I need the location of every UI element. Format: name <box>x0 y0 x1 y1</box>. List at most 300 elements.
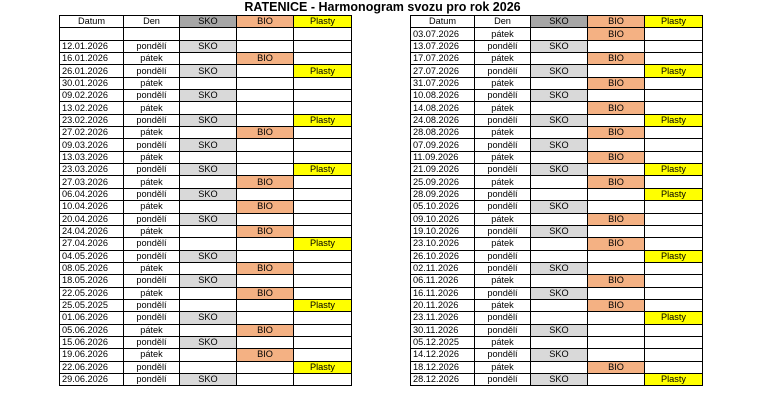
sko-cell: SKO <box>531 90 588 102</box>
day-cell: pátek <box>124 127 180 139</box>
date-cell: 27.04.2026 <box>60 238 124 250</box>
bio-cell <box>237 114 294 126</box>
plasty-cell <box>294 312 352 324</box>
plasty-cell <box>645 127 703 139</box>
sko-cell <box>180 238 237 250</box>
table-row <box>411 28 703 40</box>
table-row <box>60 324 352 336</box>
plasty-cell: Plasty <box>645 250 703 262</box>
page-title: RATENICE - Harmonogram svozu pro rok 2026 <box>244 0 521 14</box>
bio-cell <box>588 324 645 336</box>
bio-cell <box>237 139 294 151</box>
day-cell: pátek <box>475 151 531 163</box>
date-cell: 18.05.2026 <box>60 275 124 287</box>
date-cell: 30.01.2026 <box>60 77 124 89</box>
sko-cell: SKO <box>531 349 588 361</box>
day-cell: pondělí <box>124 90 180 102</box>
plasty-cell <box>294 151 352 163</box>
plasty-cell <box>294 225 352 237</box>
table-row <box>411 361 703 373</box>
day-cell: pondělí <box>124 373 180 385</box>
plasty-cell <box>645 262 703 274</box>
header-den: Den <box>475 16 531 28</box>
date-cell: 22.06.2026 <box>60 361 124 373</box>
day-cell: pondělí <box>475 201 531 213</box>
day-cell: pátek <box>124 262 180 274</box>
sko-cell <box>180 28 237 40</box>
table-row <box>60 373 352 385</box>
day-cell: pátek <box>475 299 531 311</box>
date-cell: 27.03.2026 <box>60 176 124 188</box>
bio-cell <box>237 40 294 52</box>
date-cell: 23.10.2026 <box>411 238 475 250</box>
sko-cell: SKO <box>180 139 237 151</box>
sko-cell: SKO <box>531 40 588 52</box>
sko-cell <box>180 299 237 311</box>
table-row <box>411 349 703 361</box>
date-cell: 26.10.2026 <box>411 250 475 262</box>
table-row <box>60 127 352 139</box>
bio-cell: BIO <box>237 287 294 299</box>
date-cell: 24.04.2026 <box>60 225 124 237</box>
table-row <box>60 114 352 126</box>
sko-cell: SKO <box>180 90 237 102</box>
header-sko: SKO <box>180 16 237 28</box>
sko-cell: SKO <box>531 114 588 126</box>
date-cell: 13.03.2026 <box>60 151 124 163</box>
sko-cell: SKO <box>531 164 588 176</box>
date-cell: 31.07.2026 <box>411 77 475 89</box>
date-cell: 14.12.2026 <box>411 349 475 361</box>
sko-cell: SKO <box>531 65 588 77</box>
table-row <box>60 77 352 89</box>
bio-cell: BIO <box>588 53 645 65</box>
plasty-cell <box>294 77 352 89</box>
table-row <box>60 102 352 114</box>
day-cell: pátek <box>124 349 180 361</box>
plasty-cell <box>294 201 352 213</box>
plasty-cell <box>645 238 703 250</box>
header-den: Den <box>124 16 180 28</box>
date-cell: 13.02.2026 <box>60 102 124 114</box>
date-cell: 10.04.2026 <box>60 201 124 213</box>
bio-cell <box>237 238 294 250</box>
sko-cell: SKO <box>180 65 237 77</box>
table-row <box>411 324 703 336</box>
bio-cell: BIO <box>588 238 645 250</box>
day-cell: pondělí <box>124 213 180 225</box>
header-datum: Datum <box>60 16 124 28</box>
plasty-cell <box>645 324 703 336</box>
sko-cell: SKO <box>180 250 237 262</box>
day-cell: pondělí <box>124 275 180 287</box>
sko-cell: SKO <box>531 324 588 336</box>
bio-cell <box>588 262 645 274</box>
table-row <box>411 299 703 311</box>
bio-cell <box>588 373 645 385</box>
table-row <box>60 65 352 77</box>
table-row <box>411 373 703 385</box>
sko-cell: SKO <box>531 262 588 274</box>
date-cell: 02.11.2026 <box>411 262 475 274</box>
day-cell: pondělí <box>124 114 180 126</box>
sko-cell <box>180 53 237 65</box>
bio-cell <box>237 188 294 200</box>
sko-cell <box>531 127 588 139</box>
date-cell: 17.07.2026 <box>411 53 475 65</box>
table-row <box>60 336 352 348</box>
table-row <box>411 176 703 188</box>
day-cell: pondělí <box>124 65 180 77</box>
plasty-cell <box>645 139 703 151</box>
day-cell: pátek <box>124 77 180 89</box>
date-cell: 20.11.2026 <box>411 299 475 311</box>
date-cell: 15.06.2026 <box>60 336 124 348</box>
day-cell: pátek <box>124 201 180 213</box>
table-header-row <box>411 16 703 28</box>
day-cell: pondělí <box>475 90 531 102</box>
table-row <box>411 164 703 176</box>
plasty-cell <box>645 28 703 40</box>
day-cell: pondělí <box>124 250 180 262</box>
bio-cell <box>237 275 294 287</box>
bio-cell <box>588 312 645 324</box>
sko-cell: SKO <box>180 312 237 324</box>
sko-cell: SKO <box>531 287 588 299</box>
table-row <box>60 361 352 373</box>
table-row <box>411 238 703 250</box>
plasty-cell <box>294 250 352 262</box>
table-row <box>411 312 703 324</box>
plasty-cell <box>294 262 352 274</box>
plasty-cell <box>294 373 352 385</box>
bio-cell <box>588 188 645 200</box>
bio-cell <box>237 361 294 373</box>
bio-cell: BIO <box>237 127 294 139</box>
sko-cell <box>180 127 237 139</box>
plasty-cell <box>294 40 352 52</box>
plasty-cell: Plasty <box>645 373 703 385</box>
table-row <box>60 90 352 102</box>
date-cell: 21.09.2026 <box>411 164 475 176</box>
date-cell: 29.06.2026 <box>60 373 124 385</box>
date-cell: 11.09.2026 <box>411 151 475 163</box>
sko-cell <box>531 188 588 200</box>
day-cell: pondělí <box>475 373 531 385</box>
sko-cell <box>180 201 237 213</box>
plasty-cell <box>294 139 352 151</box>
table-row <box>411 262 703 274</box>
plasty-cell: Plasty <box>645 164 703 176</box>
date-cell: 30.11.2026 <box>411 324 475 336</box>
plasty-cell <box>294 349 352 361</box>
plasty-cell <box>294 176 352 188</box>
sko-cell <box>531 336 588 348</box>
plasty-cell <box>294 275 352 287</box>
day-cell: pátek <box>475 336 531 348</box>
sko-cell <box>531 312 588 324</box>
sko-cell <box>531 53 588 65</box>
table-row <box>60 287 352 299</box>
date-cell: 23.11.2026 <box>411 312 475 324</box>
day-cell: pátek <box>475 102 531 114</box>
date-cell: 05.10.2026 <box>411 201 475 213</box>
table-row <box>60 275 352 287</box>
table-row <box>60 28 352 40</box>
table-row <box>411 201 703 213</box>
date-cell: 09.10.2026 <box>411 213 475 225</box>
bio-cell <box>237 336 294 348</box>
plasty-cell <box>645 53 703 65</box>
sko-cell: SKO <box>180 336 237 348</box>
day-cell: pondělí <box>475 188 531 200</box>
table-row <box>411 90 703 102</box>
bio-cell: BIO <box>588 127 645 139</box>
day-cell: pátek <box>124 53 180 65</box>
bio-cell: BIO <box>237 201 294 213</box>
day-cell: pátek <box>124 225 180 237</box>
bio-cell: BIO <box>588 102 645 114</box>
table-row <box>60 312 352 324</box>
table-row <box>60 40 352 52</box>
sko-cell <box>531 176 588 188</box>
table-row <box>60 53 352 65</box>
bio-cell <box>588 164 645 176</box>
plasty-cell <box>294 287 352 299</box>
plasty-cell <box>294 102 352 114</box>
bio-cell <box>588 225 645 237</box>
day-cell: pátek <box>475 53 531 65</box>
bio-cell <box>588 336 645 348</box>
sko-cell <box>531 299 588 311</box>
bio-cell: BIO <box>588 213 645 225</box>
day-cell: pondělí <box>475 262 531 274</box>
bio-cell <box>237 77 294 89</box>
plasty-cell <box>645 77 703 89</box>
bio-cell <box>588 287 645 299</box>
bio-cell: BIO <box>588 275 645 287</box>
header-bio: BIO <box>588 16 645 28</box>
plasty-cell <box>294 28 352 40</box>
table-row <box>60 139 352 151</box>
header-bio: BIO <box>237 16 294 28</box>
date-cell: 09.02.2026 <box>60 90 124 102</box>
plasty-cell <box>645 201 703 213</box>
header-datum: Datum <box>411 16 475 28</box>
plasty-cell: Plasty <box>645 188 703 200</box>
date-cell: 05.12.2025 <box>411 336 475 348</box>
plasty-cell: Plasty <box>294 114 352 126</box>
date-cell: 06.04.2026 <box>60 188 124 200</box>
day-cell: pátek <box>475 176 531 188</box>
plasty-cell: Plasty <box>294 299 352 311</box>
sko-cell <box>531 275 588 287</box>
plasty-cell <box>645 336 703 348</box>
bio-cell: BIO <box>237 262 294 274</box>
sko-cell <box>531 28 588 40</box>
sko-cell <box>180 77 237 89</box>
table-row <box>411 77 703 89</box>
sko-cell <box>180 102 237 114</box>
table-row <box>411 102 703 114</box>
table-row <box>60 225 352 237</box>
table-row <box>411 225 703 237</box>
date-cell: 23.03.2026 <box>60 164 124 176</box>
bio-cell <box>237 151 294 163</box>
sko-cell <box>180 324 237 336</box>
bio-cell <box>588 65 645 77</box>
table-row <box>411 40 703 52</box>
sko-cell: SKO <box>180 164 237 176</box>
day-cell: pátek <box>124 151 180 163</box>
bio-cell <box>237 102 294 114</box>
plasty-cell <box>294 188 352 200</box>
day-cell: pátek <box>475 213 531 225</box>
date-cell: 14.08.2026 <box>411 102 475 114</box>
plasty-cell: Plasty <box>294 164 352 176</box>
day-cell: pondělí <box>475 287 531 299</box>
table-row <box>60 262 352 274</box>
date-cell: 25.05.2025 <box>60 299 124 311</box>
table-header-row <box>60 16 352 28</box>
date-cell: 25.09.2026 <box>411 176 475 188</box>
date-cell: 16.01.2026 <box>60 53 124 65</box>
sko-cell <box>531 361 588 373</box>
bio-cell <box>588 201 645 213</box>
plasty-cell <box>645 90 703 102</box>
bio-cell <box>237 299 294 311</box>
date-cell: 18.12.2026 <box>411 361 475 373</box>
sko-cell: SKO <box>180 213 237 225</box>
header-plasty: Plasty <box>645 16 703 28</box>
bio-cell <box>237 28 294 40</box>
day-cell: pondělí <box>475 349 531 361</box>
day-cell: pondělí <box>475 139 531 151</box>
table-row <box>411 127 703 139</box>
sko-cell: SKO <box>180 114 237 126</box>
table-row <box>411 53 703 65</box>
table-row <box>60 164 352 176</box>
date-cell: 19.06.2026 <box>60 349 124 361</box>
plasty-cell <box>645 102 703 114</box>
table-row <box>411 151 703 163</box>
bio-cell: BIO <box>237 225 294 237</box>
plasty-cell: Plasty <box>645 65 703 77</box>
bio-cell: BIO <box>237 324 294 336</box>
sko-cell <box>180 176 237 188</box>
date-cell: 10.08.2026 <box>411 90 475 102</box>
bio-cell <box>588 139 645 151</box>
date-cell: 22.05.2026 <box>60 287 124 299</box>
day-cell: pátek <box>475 361 531 373</box>
plasty-cell <box>645 287 703 299</box>
day-cell: pondělí <box>475 250 531 262</box>
plasty-cell <box>645 361 703 373</box>
date-cell: 07.09.2026 <box>411 139 475 151</box>
plasty-cell <box>294 336 352 348</box>
sko-cell: SKO <box>180 40 237 52</box>
day-cell: pátek <box>475 28 531 40</box>
sko-cell: SKO <box>531 225 588 237</box>
schedule-table-right <box>410 15 703 386</box>
date-cell <box>60 28 124 40</box>
sko-cell: SKO <box>180 275 237 287</box>
day-cell: pátek <box>475 238 531 250</box>
day-cell <box>124 28 180 40</box>
bio-cell <box>237 213 294 225</box>
table-row <box>60 176 352 188</box>
day-cell: pondělí <box>475 312 531 324</box>
bio-cell <box>237 250 294 262</box>
table-row <box>60 201 352 213</box>
bio-cell <box>588 90 645 102</box>
bio-cell <box>237 90 294 102</box>
sko-cell: SKO <box>531 201 588 213</box>
plasty-cell <box>645 299 703 311</box>
day-cell: pátek <box>475 77 531 89</box>
sko-cell <box>180 361 237 373</box>
sko-cell <box>180 225 237 237</box>
bio-cell <box>588 40 645 52</box>
table-row <box>60 188 352 200</box>
sko-cell <box>531 250 588 262</box>
bio-cell: BIO <box>588 176 645 188</box>
day-cell: pondělí <box>475 114 531 126</box>
table-row <box>411 287 703 299</box>
day-cell: pondělí <box>475 40 531 52</box>
sko-cell <box>180 287 237 299</box>
bio-cell <box>237 373 294 385</box>
table-row <box>411 336 703 348</box>
date-cell: 16.11.2026 <box>411 287 475 299</box>
table-row <box>411 65 703 77</box>
plasty-cell: Plasty <box>294 238 352 250</box>
sko-cell <box>180 151 237 163</box>
bio-cell: BIO <box>588 77 645 89</box>
table-row <box>411 114 703 126</box>
plasty-cell <box>294 127 352 139</box>
sko-cell <box>180 262 237 274</box>
plasty-cell <box>294 213 352 225</box>
day-cell: pátek <box>475 275 531 287</box>
plasty-cell <box>645 349 703 361</box>
bio-cell <box>588 250 645 262</box>
sko-cell: SKO <box>531 139 588 151</box>
day-cell: pondělí <box>124 188 180 200</box>
sko-cell: SKO <box>180 188 237 200</box>
date-cell: 28.09.2026 <box>411 188 475 200</box>
bio-cell: BIO <box>588 299 645 311</box>
sko-cell <box>531 77 588 89</box>
table-row <box>411 188 703 200</box>
day-cell: pondělí <box>124 361 180 373</box>
date-cell: 24.08.2026 <box>411 114 475 126</box>
date-cell: 13.07.2026 <box>411 40 475 52</box>
plasty-cell: Plasty <box>294 361 352 373</box>
day-cell: pondělí <box>475 65 531 77</box>
plasty-cell <box>645 40 703 52</box>
bio-cell: BIO <box>588 28 645 40</box>
date-cell: 26.01.2026 <box>60 65 124 77</box>
plasty-cell: Plasty <box>645 114 703 126</box>
plasty-cell <box>294 90 352 102</box>
day-cell: pondělí <box>124 312 180 324</box>
day-cell: pondělí <box>124 238 180 250</box>
date-cell: 28.12.2026 <box>411 373 475 385</box>
bio-cell: BIO <box>237 349 294 361</box>
bio-cell: BIO <box>588 361 645 373</box>
bio-cell <box>588 114 645 126</box>
